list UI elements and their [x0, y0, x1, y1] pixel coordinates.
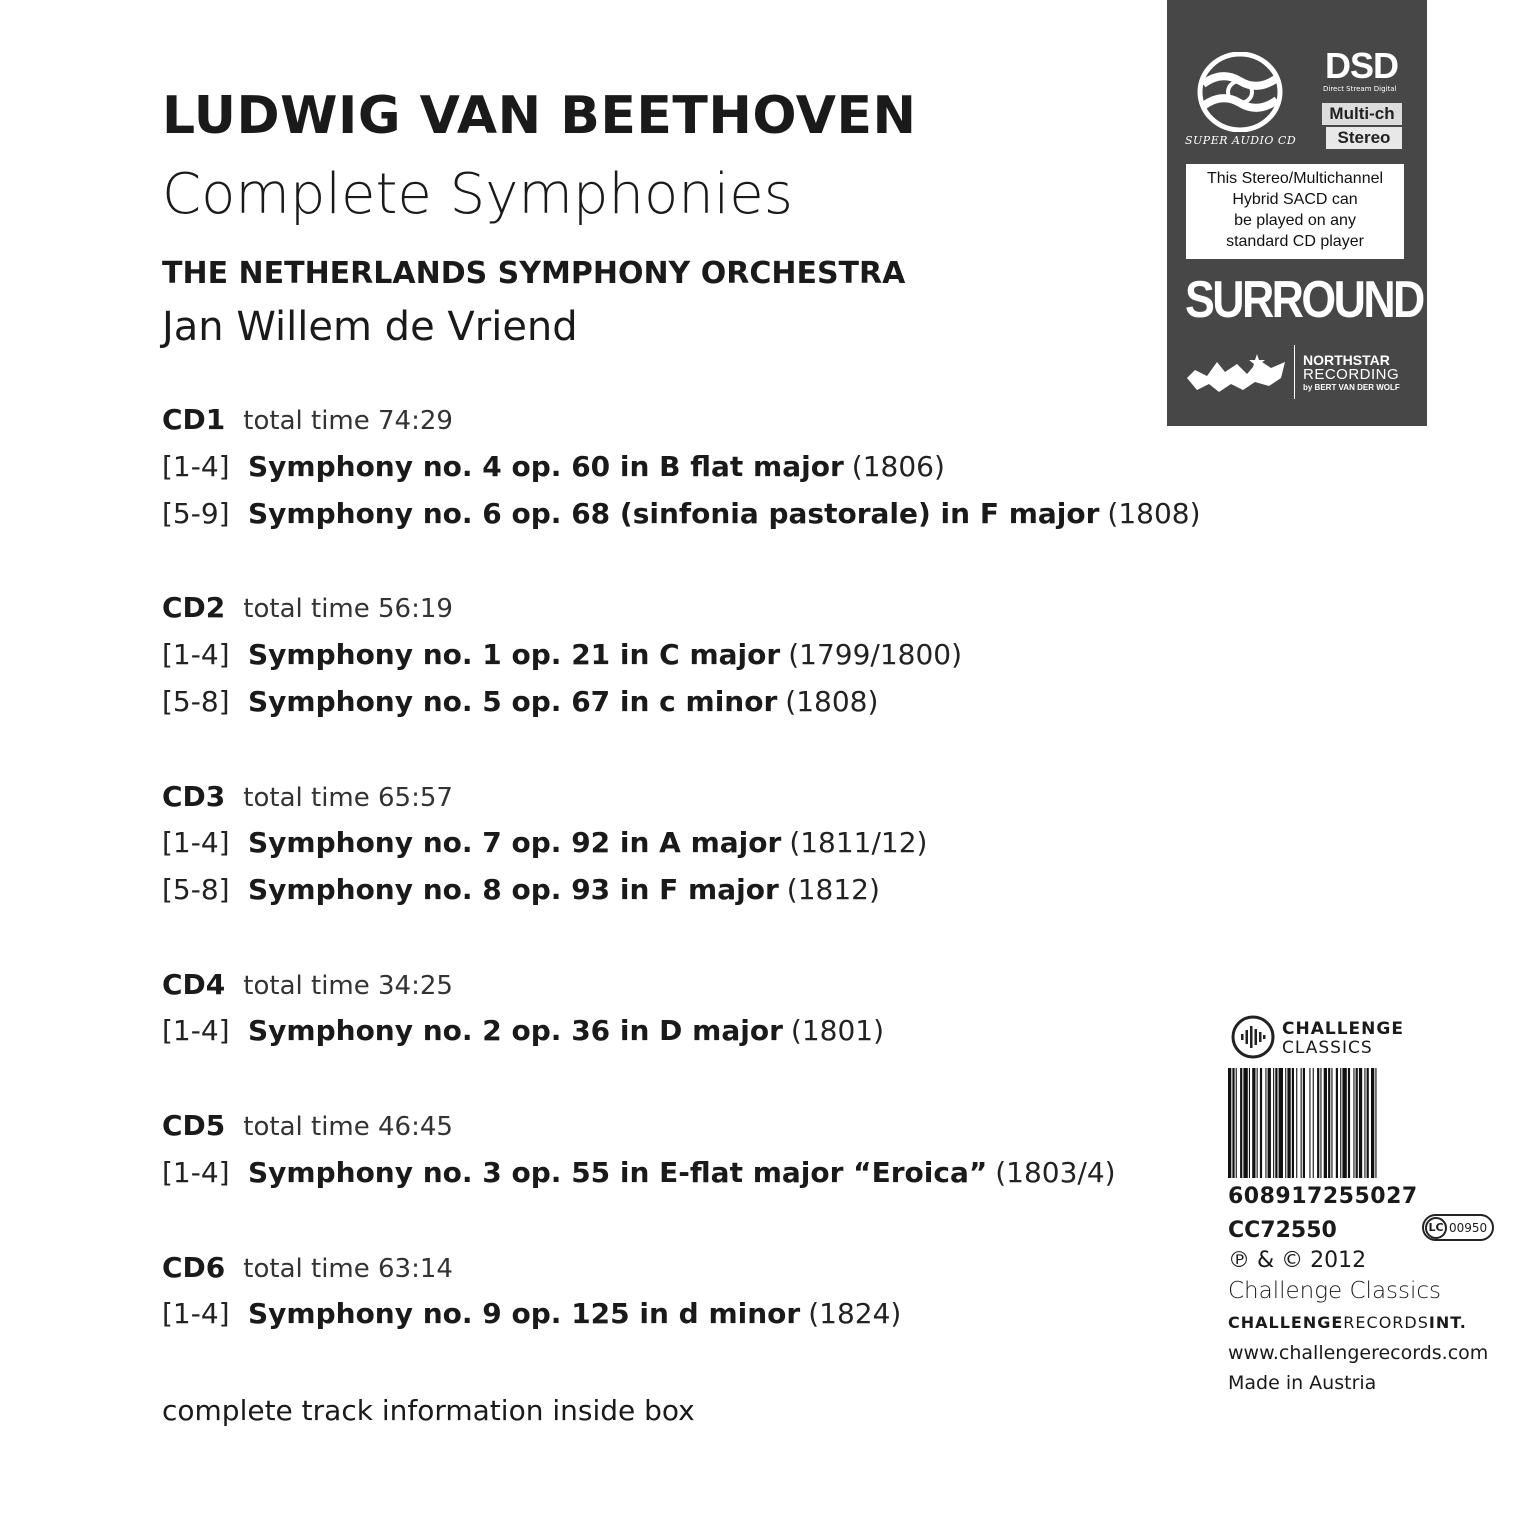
- cd-total-time: total time 56:19: [243, 594, 453, 624]
- cd-heading: [162, 780, 453, 813]
- track-year: (1808): [785, 685, 879, 718]
- track-year: (1808): [1107, 497, 1201, 530]
- northstar-credit: by BERT VAN DER WOLF: [1303, 383, 1400, 392]
- track-row: [162, 497, 1201, 530]
- cd-total-time: total time 65:57: [243, 783, 453, 813]
- cd-heading: [162, 1109, 453, 1142]
- track-row: [162, 685, 878, 718]
- dsd-logo: DSD: [1325, 45, 1399, 86]
- catalog-number: CC72550: [1228, 1218, 1337, 1243]
- track-row: [162, 873, 880, 906]
- cd-label: CD2: [162, 591, 226, 624]
- track-range: [5-8]: [162, 685, 230, 718]
- track-row: [162, 450, 945, 483]
- track-year: (1812): [786, 873, 880, 906]
- composer-name: LUDWIG VAN BEETHOVEN: [162, 86, 917, 146]
- northstar-logo-icon: [1185, 348, 1289, 396]
- track-year: (1824): [808, 1297, 902, 1330]
- lc-mark: LC: [1425, 1217, 1447, 1239]
- track-title: Symphony no. 9 op. 125 in d minor: [248, 1297, 801, 1330]
- northstar-divider: [1294, 345, 1295, 399]
- cd-label: CD6: [162, 1251, 226, 1284]
- hybrid-line: Hybrid SACD can: [1232, 191, 1358, 208]
- cd-heading: [162, 968, 453, 1001]
- track-range: [1-4]: [162, 826, 230, 859]
- made-in-text: Made in Austria: [1228, 1372, 1377, 1394]
- track-range: [1-4]: [162, 638, 230, 671]
- cd-total-time: total time 34:25: [243, 971, 453, 1001]
- cd-label: CD4: [162, 968, 226, 1001]
- conductor-name: Jan Willem de Vriend: [162, 304, 578, 350]
- track-range: [5-9]: [162, 497, 230, 530]
- northstar-name: NORTHSTAR: [1303, 352, 1390, 368]
- sacd-text: SUPER AUDIO CD: [1185, 134, 1297, 147]
- ean-number: 608917255027: [1228, 1184, 1418, 1209]
- multichannel-badge: Multi-ch: [1322, 103, 1402, 125]
- track-year: (1801): [790, 1014, 884, 1047]
- cd-total-time: total time 46:45: [243, 1112, 453, 1142]
- label-name-line1: CHALLENGE: [1282, 1019, 1404, 1039]
- track-title: Symphony no. 4 op. 60 in B flat major: [248, 450, 844, 483]
- records-int-logo: [1228, 1313, 1467, 1332]
- track-row: [162, 1014, 884, 1047]
- cd-total-time: total time 74:29: [243, 406, 453, 436]
- track-range: [1-4]: [162, 1014, 230, 1047]
- track-title: Symphony no. 8 op. 93 in F major: [248, 873, 779, 906]
- track-year: (1803/4): [995, 1156, 1116, 1189]
- cd-label: CD5: [162, 1109, 226, 1142]
- hybrid-sacd-notice: [1186, 164, 1404, 259]
- track-range: [1-4]: [162, 1156, 230, 1189]
- track-row: [162, 1297, 901, 1330]
- dsd-subtitle: Direct Stream Digital: [1323, 85, 1397, 93]
- records-int-part3: INT.: [1428, 1313, 1467, 1332]
- track-year: (1811/12): [789, 826, 928, 859]
- challenge-logo-icon: [1230, 1014, 1276, 1060]
- track-row: [162, 638, 962, 671]
- records-int-part2: RECORDS: [1343, 1313, 1429, 1332]
- track-title: Symphony no. 3 op. 55 in E-flat major “Eroica”: [248, 1156, 988, 1189]
- stereo-badge: Stereo: [1326, 127, 1402, 149]
- track-info-note: complete track information inside box: [162, 1394, 695, 1427]
- track-title: Symphony no. 1 op. 21 in C major: [248, 638, 781, 671]
- northstar-recording: RECORDING: [1303, 366, 1400, 383]
- track-range: [1-4]: [162, 450, 230, 483]
- track-row: [162, 1156, 1116, 1189]
- track-row: [162, 826, 927, 859]
- track-year: (1806): [851, 450, 945, 483]
- sacd-info-panel: [1167, 0, 1427, 426]
- barcode-icon: [1226, 1068, 1490, 1180]
- copyright-line: ℗ & © 2012: [1228, 1248, 1367, 1273]
- cd-label: CD1: [162, 403, 226, 436]
- cd-total-time: total time 63:14: [243, 1254, 453, 1284]
- cd-label: CD3: [162, 780, 226, 813]
- track-title: Symphony no. 5 op. 67 in c minor: [248, 685, 778, 718]
- hybrid-line: This Stereo/Multichannel: [1206, 170, 1384, 187]
- track-title: Symphony no. 6 op. 68 (sinfonia pastorale) in F major: [248, 497, 1100, 530]
- lc-number: 00950: [1449, 1220, 1488, 1235]
- cd-heading: [162, 591, 453, 624]
- cd-heading: [162, 403, 453, 436]
- work-title: Complete Symphonies: [162, 162, 793, 227]
- cd-heading: [162, 1251, 453, 1284]
- label-code-badge: [1422, 1214, 1494, 1241]
- track-title: Symphony no. 7 op. 92 in A major: [248, 826, 782, 859]
- hybrid-line: be played on any: [1234, 212, 1356, 229]
- label-name-line2: CLASSICS: [1282, 1038, 1373, 1058]
- hybrid-line: standard CD player: [1226, 233, 1364, 250]
- track-title: Symphony no. 2 op. 36 in D major: [248, 1014, 783, 1047]
- surround-logo: SURROUND: [1185, 271, 1423, 329]
- track-range: [1-4]: [162, 1297, 230, 1330]
- orchestra-name: THE NETHERLANDS SYMPHONY ORCHESTRA: [162, 256, 906, 291]
- label-name: Challenge Classics: [1228, 1278, 1442, 1304]
- website-link[interactable]: www.challengerecords.com: [1228, 1342, 1489, 1364]
- track-range: [5-8]: [162, 873, 230, 906]
- sacd-disc-icon: [1197, 52, 1283, 132]
- records-int-part1: CHALLENGE: [1228, 1313, 1344, 1332]
- track-year: (1799/1800): [788, 638, 962, 671]
